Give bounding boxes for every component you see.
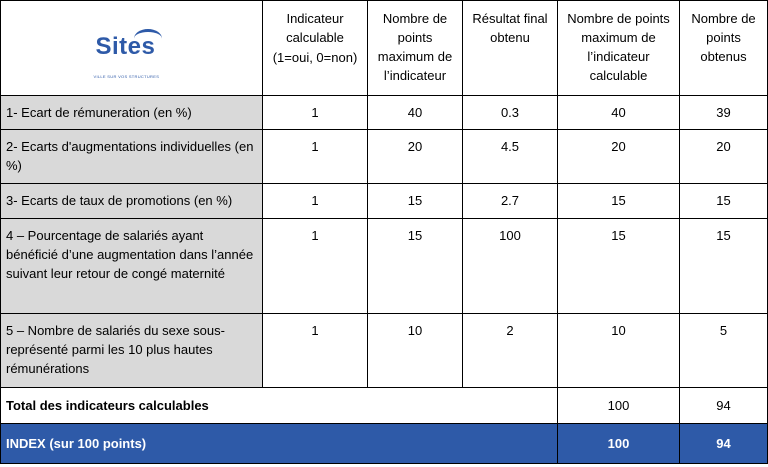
total-obtained: 94: [680, 388, 768, 424]
cell-max-points: 10: [368, 314, 463, 388]
cell-obtained: 39: [680, 96, 768, 130]
index-max-calc: 100: [558, 424, 680, 464]
cell-max-points: 20: [368, 130, 463, 184]
table-row: [1, 130, 768, 184]
row-label: 4 – Pourcentage de salariés ayant bénéficié d’une augmentation dans l’année suivant leur retour de congé maternité: [1, 219, 263, 314]
header-result: Résultat final obtenu: [463, 1, 558, 96]
sites-logo: [92, 23, 172, 79]
cell-max-calc: 20: [558, 130, 680, 184]
table-row: [1, 314, 768, 388]
cell-max-calc: 15: [558, 219, 680, 314]
row-label: 5 – Nombre de salariés du sexe sous-représenté parmi les 10 plus hautes rémunérations: [1, 314, 263, 388]
cell-result: 0.3: [463, 96, 558, 130]
header-max-points: Nombre de points maximum de l’indicateur: [368, 1, 463, 96]
cell-obtained: 5: [680, 314, 768, 388]
table-row: [1, 184, 768, 219]
index-row: [1, 424, 768, 464]
logo-cell: [1, 1, 263, 96]
cell-result: 2.7: [463, 184, 558, 219]
row-label: 2- Ecarts d'augmentations individuelles (en %): [1, 130, 263, 184]
header-row: [1, 1, 768, 96]
logo-text: Sites: [95, 33, 156, 60]
cell-result: 2: [463, 314, 558, 388]
cell-calculable: 1: [263, 219, 368, 314]
index-obtained: 94: [680, 424, 768, 464]
header-obtained: Nombre de points obtenus: [680, 1, 768, 96]
table-row: [1, 219, 768, 314]
header-max-calc: Nombre de points maximum de l’indicateur calculable: [558, 1, 680, 96]
index-label: INDEX (sur 100 points): [1, 424, 558, 464]
cell-calculable: 1: [263, 96, 368, 130]
cell-calculable: 1: [263, 314, 368, 388]
cell-calculable: 1: [263, 130, 368, 184]
cell-obtained: 20: [680, 130, 768, 184]
logo-tagline: VILLE SUR VOS STRUCTURES: [93, 74, 160, 79]
cell-obtained: 15: [680, 184, 768, 219]
cell-max-calc: 15: [558, 184, 680, 219]
total-label: Total des indicateurs calculables: [1, 388, 558, 424]
row-label: 3- Ecarts de taux de promotions (en %): [1, 184, 263, 219]
cell-max-points: 15: [368, 219, 463, 314]
header-calculable-note: (1=oui, 0=non): [272, 50, 358, 65]
row-label: 1- Ecart de rémuneration (en %): [1, 96, 263, 130]
cell-max-points: 40: [368, 96, 463, 130]
cell-max-points: 15: [368, 184, 463, 219]
table-row: [1, 96, 768, 130]
cell-max-calc: 10: [558, 314, 680, 388]
header-calculable: [263, 1, 368, 96]
total-row: [1, 388, 768, 424]
cell-result: 100: [463, 219, 558, 314]
cell-max-calc: 40: [558, 96, 680, 130]
total-max-calc: 100: [558, 388, 680, 424]
cell-obtained: 15: [680, 219, 768, 314]
cell-calculable: 1: [263, 184, 368, 219]
header-calculable-title: Indicateur calculable: [286, 11, 344, 45]
cell-result: 4.5: [463, 130, 558, 184]
